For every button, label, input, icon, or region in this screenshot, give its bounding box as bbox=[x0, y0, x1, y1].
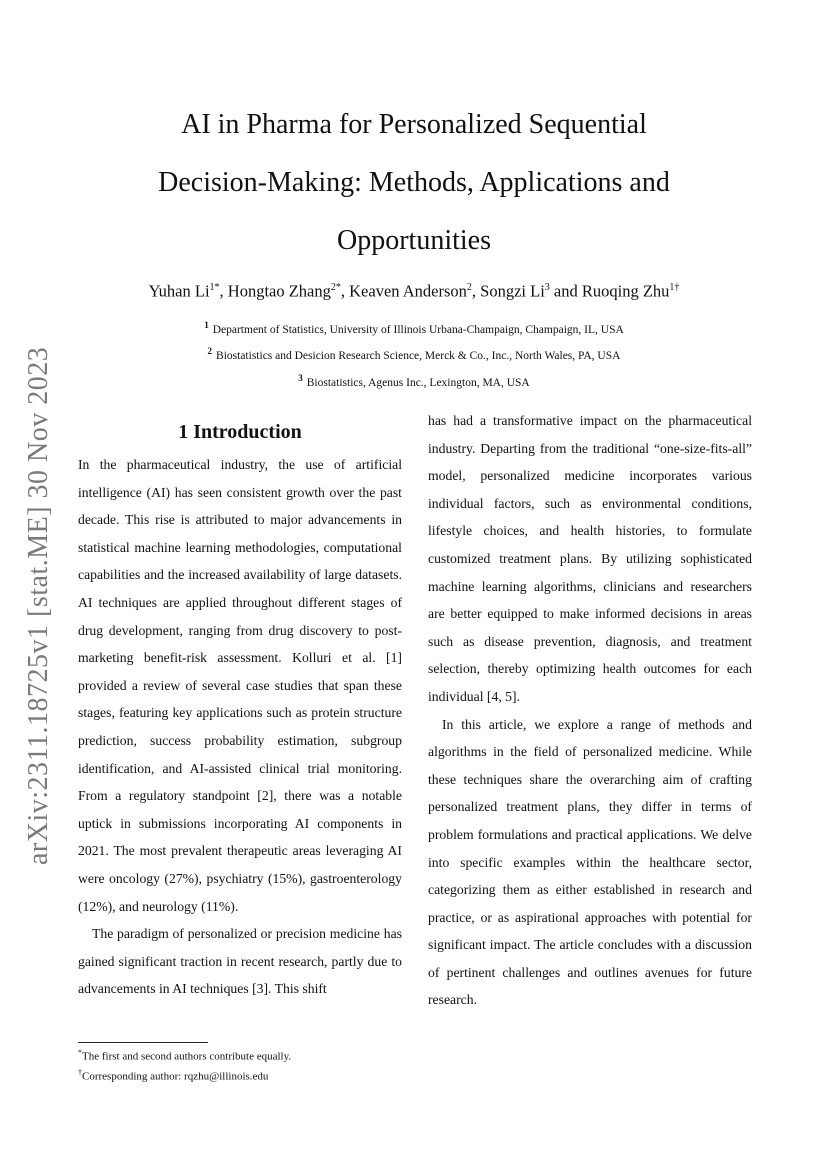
body-paragraph: has had a transformative impact on the pharmaceutical industry. Departing from the traditional “one-size-fits-all” model, personalized medicine incorporates various individual factors, such as environmental conditions, lifestyle choices, and health histories, to formulate customized treatment plans. By utilizing sophisticated machine learning algorithms, clinicians and researchers are better equipped to make informed decisions in areas such as disease prevention, diagnosis, and treatment selection, thereby optimizing health outcomes for each individual [4, 5]. bbox=[428, 413, 752, 704]
author-separator: , bbox=[219, 281, 228, 301]
footnote-item bbox=[78, 1065, 478, 1085]
footnote-divider bbox=[78, 1042, 208, 1043]
footnote-item bbox=[78, 1045, 478, 1065]
affiliation-number: 2 bbox=[207, 346, 213, 357]
affiliation-text: Department of Statistics, University of Illinois Urbana-Champaign, Champaign, IL, USA bbox=[212, 323, 624, 336]
author-separator: , bbox=[340, 281, 350, 301]
author-name: Ruoqing Zhu bbox=[581, 281, 670, 301]
footnotes bbox=[78, 1045, 478, 1084]
author-mark: 1* bbox=[209, 282, 220, 293]
footnote-text: The first and second authors contribute equally. bbox=[82, 1050, 292, 1063]
author-mark: 3 bbox=[544, 282, 550, 293]
author-name: Songzi Li bbox=[480, 281, 545, 301]
title-line-3: Opportunities bbox=[337, 225, 491, 256]
affiliation-number: 1 bbox=[204, 320, 209, 330]
author-separator: and bbox=[549, 281, 582, 301]
section-heading: 1 Introduction bbox=[178, 421, 302, 443]
author-separator: , bbox=[471, 281, 481, 301]
paper-title bbox=[80, 96, 748, 270]
author-name: Keaven Anderson bbox=[349, 281, 467, 301]
left-column bbox=[78, 451, 402, 1003]
author-mark: 1† bbox=[669, 282, 680, 293]
title-line-1: AI in Pharma for Personalized Sequential bbox=[181, 109, 647, 140]
affiliation-item bbox=[80, 315, 748, 341]
right-column bbox=[428, 407, 752, 1014]
author-name: Yuhan Li bbox=[148, 281, 210, 301]
affiliation-number: 3 bbox=[298, 372, 303, 383]
author-name: Hongtao Zhang bbox=[227, 281, 331, 301]
author-mark: 2* bbox=[330, 282, 341, 293]
footnote-mark: * bbox=[78, 1048, 82, 1057]
footnote-mark: † bbox=[78, 1067, 82, 1077]
affiliation-text: Biostatistics, Agenus Inc., Lexington, MA, USA bbox=[306, 376, 530, 389]
arxiv-identifier: arXiv:2311.18725v1 [stat.ME] 30 Nov 2023 bbox=[23, 346, 54, 865]
body-paragraph: In this article, we explore a range of methods and algorithms in the field of personalized medicine. While these techniques share the overarching aim of crafting personalized treatment plans, they differ in terms of problem formulations and practical applications. We delve into specific examples within the healthcare sector, categorizing them as either established in research and practice, or as aspirational approaches with potential for significant impact. The article concludes with a discussion of pertinent challenges and outlines avenues for future research. bbox=[428, 716, 752, 1008]
affiliation-item bbox=[80, 368, 748, 394]
footnote-text: Corresponding author: rqzhu@illinois.edu bbox=[82, 1070, 269, 1083]
body-paragraph: In the pharmaceutical industry, the use of artificial intelligence (AI) has seen consistent growth over the past decade. This rise is attributed to major advancements in statistical machine learning methodologies, computational capabilities and the increased availability of large datasets. AI techniques are applied throughout different stages of drug development, ranging from drug discovery to post-marketing benefit-risk assessment. Kolluri et al. [1] provided a review of several case studies that span these stages, featuring key applications such as protein structure prediction, success probability estimation, subgroup identification, and AI-assisted clinical trial monitoring. From a regulatory standpoint [2], there was a notable uptick in submissions incorporating AI components in 2021. The most prevalent therapeutic areas leveraging AI were oncology (27%), psychiatry (15%), gastroenterology (12%), and neurology (11%). bbox=[78, 457, 402, 914]
affiliation-item bbox=[80, 341, 748, 367]
affiliation-text: Biostatistics and Desicion Research Science, Merck & Co., Inc., North Wales, PA, USA bbox=[216, 350, 621, 363]
affiliation-list bbox=[80, 315, 748, 394]
author-list bbox=[80, 276, 748, 304]
author-mark: 2 bbox=[466, 282, 472, 293]
body-paragraph: The paradigm of personalized or precision medicine has gained significant traction in recent research, partly due to advancements in AI techniques [3]. This shift bbox=[78, 926, 402, 997]
title-line-2: Decision-Making: Methods, Applications and bbox=[158, 167, 670, 198]
